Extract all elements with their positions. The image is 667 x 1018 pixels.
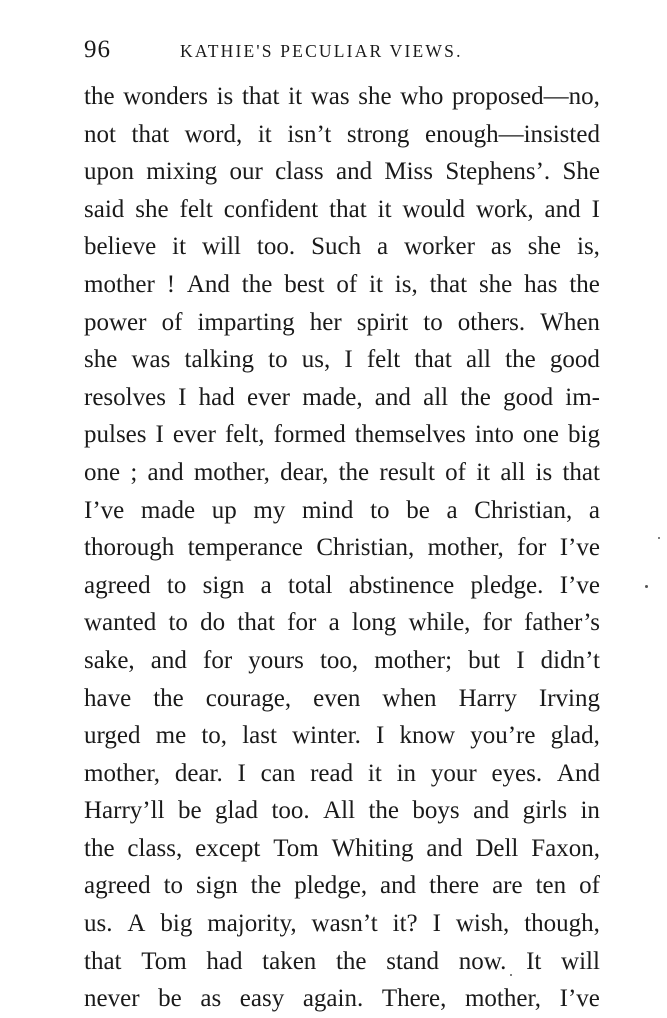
text-line: resolves I had ever made, and all the good im- xyxy=(84,383,600,411)
text-line: I’ve made up my mind to be a Christian, a xyxy=(84,496,600,524)
text-line: that Tom had taken the stand now. It will xyxy=(84,947,600,975)
text-line: wanted to do that for a long while, for father’s xyxy=(84,609,600,637)
text-line: power of imparting her spirit to others. When xyxy=(84,308,600,336)
body-text xyxy=(84,78,600,1018)
text-line: believe it will too. Such a worker as she is, xyxy=(84,233,600,261)
paper-speck xyxy=(658,537,660,539)
text-line: thorough temperance Christian, mother, for I’ve xyxy=(84,534,600,562)
text-line: not that word, it isn’t strong enough—insisted xyxy=(84,120,600,148)
text-line: pulses I ever felt, formed themselves into one big xyxy=(84,421,600,449)
text-line: the class, except Tom Whiting and Dell Faxon, xyxy=(84,834,600,862)
text-line: have the courage, even when Harry Irving xyxy=(84,684,600,712)
text-line: upon mixing our class and Miss Stephens’. She xyxy=(84,158,600,186)
paper-speck xyxy=(645,585,648,588)
text-line: said she felt confident that it would work, and I xyxy=(84,195,600,223)
text-line: mother ! And the best of it is, that she has the xyxy=(84,270,600,298)
text-line: never be as easy again. There, mother, I’ve xyxy=(84,985,600,1013)
text-line: agreed to sign a total abstinence pledge. I’ve xyxy=(84,571,600,599)
running-title: KATHIE'S PECULIAR VIEWS. xyxy=(180,41,463,61)
text-line: us. A big majority, wasn’t it? I wish, though, xyxy=(84,910,600,938)
text-line: sake, and for yours too, mother; but I didn’t xyxy=(84,646,600,674)
text-line: the wonders is that it was she who proposed—no, xyxy=(84,83,600,110)
text-line: one ; and mother, dear, the result of it all is that xyxy=(84,458,600,486)
paper-speck xyxy=(510,974,512,976)
text-line: she was talking to us, I felt that all the good xyxy=(84,346,600,374)
page-number: 96 xyxy=(84,36,111,63)
text-line: mother, dear. I can read it in your eyes. And xyxy=(84,759,600,787)
text-line: agreed to sign the pledge, and there are ten of xyxy=(84,872,600,900)
running-head xyxy=(84,36,604,64)
text-line: urged me to, last winter. I know you’re glad, xyxy=(84,722,600,750)
text-line: Harry’ll be glad too. All the boys and girls in xyxy=(84,797,600,825)
